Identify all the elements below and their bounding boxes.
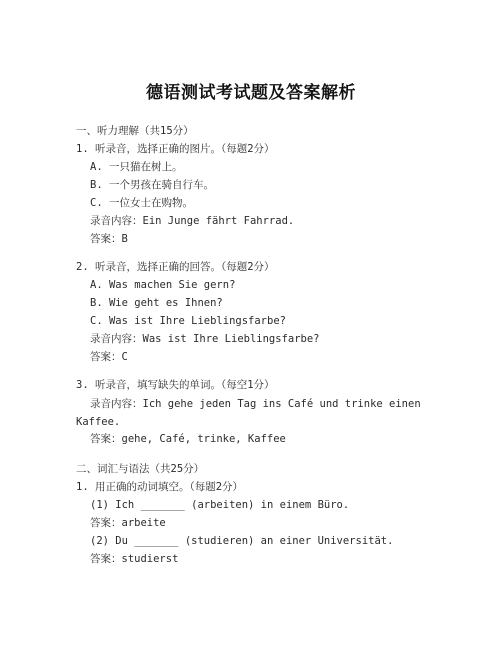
recording-text: 录音内容：Was ist Ihre Lieblingsfarbe? [90,333,320,345]
answer-text: 答案：B [90,233,128,245]
answer-text: 答案：arbeite [90,517,166,529]
fill-item: (1) Ich _______ (arbeiten) in einem Büro. [90,499,350,511]
document-title: 德语测试考试题及答案解析 [146,83,356,103]
section-heading-vocabulary: 二、词汇与语法（共25分） [76,463,205,475]
option-a: A. 一只猫在树上。 [90,161,183,173]
question-stem: 2. 听录音，选择正确的回答。（每题2分） [76,261,275,273]
recording-text: 录音内容：Ein Junge fährt Fahrrad. [90,215,295,227]
option-b: B. Wie geht es Ihnen? [90,297,223,309]
option-c: C. 一位女士在购物。 [90,197,193,209]
option-b: B. 一个男孩在骑自行车。 [90,179,214,191]
fill-item: (2) Du _______ (studieren) an einer Universität. [90,535,394,547]
section-heading-listening: 一、听力理解（共15分） [76,125,194,137]
answer-text: 答案：gehe, Café, trinke, Kaffee [90,433,286,445]
question-stem: 3. 听录音，填写缺失的单词。（每空1分） [76,379,275,391]
question-stem: 1. 用正确的动词填空。（每题2分） [76,481,244,493]
question-stem: 1. 听录音，选择正确的图片。（每题2分） [76,143,275,155]
option-a: A. Was machen Sie gern? [90,279,236,291]
option-c: C. Was ist Ihre Lieblingsfarbe? [90,315,286,327]
answer-text: 答案：C [90,351,128,363]
recording-text: 录音内容：Ich gehe jeden Tag ins Café und trinke einen Kaffee. [76,398,421,428]
answer-text: 答案：studierst [90,553,179,565]
